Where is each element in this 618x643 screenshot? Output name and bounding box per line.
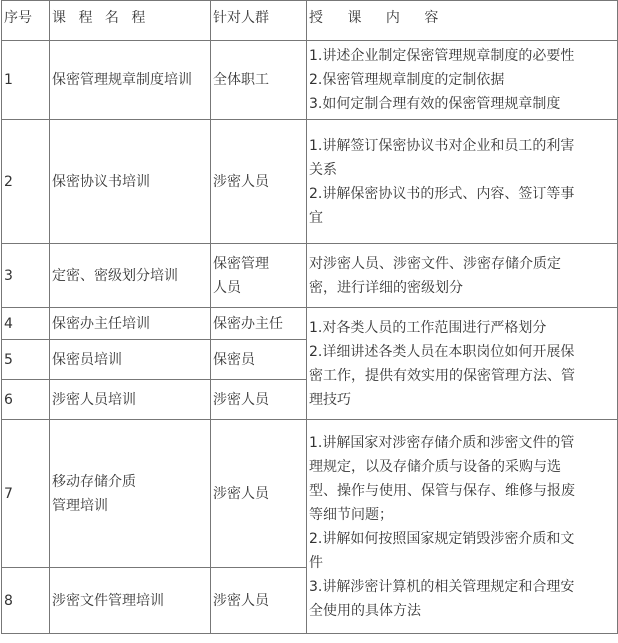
row-audience [211, 420, 307, 568]
course-line: 保密管理规章制度培训 [52, 72, 192, 88]
row-content-shared [307, 308, 618, 420]
table-row [2, 420, 618, 568]
content-line: 1.对各类人员的工作范围进行严格划分 [309, 319, 547, 336]
row-index: 1 [2, 41, 50, 120]
table-row [2, 244, 618, 308]
row-index: 4 [2, 308, 50, 340]
course-table [1, 0, 618, 634]
audience-line: 涉密人员 [213, 173, 269, 190]
table-row [2, 41, 618, 120]
row-course [50, 120, 211, 244]
row-course [50, 41, 211, 120]
row-audience [211, 308, 307, 340]
row-audience [211, 120, 307, 244]
row-index: 2 [2, 120, 50, 244]
audience-line: 保密办主任 [213, 315, 283, 332]
content-line: 理技巧 [309, 391, 351, 408]
row-content [307, 244, 618, 308]
row-index: 3 [2, 244, 50, 308]
content-line: 等细节问题； [309, 506, 393, 523]
course-line: 保密办主任培训 [52, 315, 150, 332]
content-line: 1.讲解国家对涉密存储介质和涉密文件的管 [309, 434, 575, 451]
table-row [2, 120, 618, 244]
audience-line: 涉密人员 [213, 391, 269, 408]
course-line: 定密、密级划分培训 [52, 267, 178, 284]
course-line: 涉密文件管理培训 [52, 592, 164, 609]
header-content: 授 课 内 容 [307, 1, 618, 41]
row-course [50, 380, 211, 420]
audience-line: 人员 [213, 279, 241, 296]
content-line: 1.讲述企业制定保密管理规章制度的必要性 [309, 48, 575, 64]
header-index: 序号 [2, 1, 50, 41]
audience-line: 保密管理 [213, 255, 269, 272]
content-line: 2.讲解保密协议书的形式、内容、签订等事 [309, 185, 575, 202]
content-line: 对涉密人员、涉密文件、涉密存储介质定 [309, 255, 561, 272]
content-line: 理规定，以及存储介质与设备的采购与选 [309, 458, 561, 475]
row-course [50, 308, 211, 340]
course-line: 涉密人员培训 [52, 391, 136, 408]
header-course: 课 程 名 程 [50, 1, 211, 41]
course-line: 保密协议书培训 [52, 173, 150, 190]
audience-line: 涉密人员 [213, 485, 269, 502]
content-line: 件 [309, 554, 323, 571]
row-course [50, 244, 211, 308]
header-audience: 针对人群 [211, 1, 307, 41]
row-audience [211, 568, 307, 634]
row-index: 5 [2, 340, 50, 380]
course-line: 移动存储介质 [52, 473, 136, 490]
audience-line: 涉密人员 [213, 592, 269, 609]
content-line: 3.讲解涉密计算机的相关管理规定和合理安 [309, 578, 575, 595]
row-audience [211, 380, 307, 420]
row-index: 8 [2, 568, 50, 634]
content-line: 关系 [309, 161, 337, 178]
row-index: 6 [2, 380, 50, 420]
content-line: 全使用的具体方法 [309, 602, 421, 619]
row-audience [211, 340, 307, 380]
audience-line: 保密员 [213, 351, 255, 368]
content-line: 密，进行详细的密级划分 [309, 279, 463, 296]
content-line: 密工作，提供有效实用的保密管理方法、管 [309, 367, 575, 384]
row-content [307, 41, 618, 120]
row-content-shared [307, 420, 618, 634]
content-line: 2.保密管理规章制度的定制依据 [309, 72, 505, 88]
row-course [50, 420, 211, 568]
row-course [50, 340, 211, 380]
course-line: 管理培训 [52, 497, 108, 514]
row-course [50, 568, 211, 634]
row-audience [211, 41, 307, 120]
content-line: 2.详细讲述各类人员在本职岗位如何开展保 [309, 343, 575, 360]
row-audience [211, 244, 307, 308]
content-line: 3.如何定制合理有效的保密管理规章制度 [309, 96, 561, 112]
row-content [307, 120, 618, 244]
course-line: 保密员培训 [52, 351, 122, 368]
content-line: 2.讲解如何按照国家规定销毁涉密介质和文 [309, 530, 575, 547]
row-index: 7 [2, 420, 50, 568]
content-line: 宜 [309, 209, 323, 226]
table-row [2, 308, 618, 340]
table-header-row [2, 1, 618, 41]
audience-line: 全体职工 [213, 72, 269, 88]
content-line: 型、操作与使用、保管与保存、维修与报废 [309, 482, 575, 499]
content-line: 1.讲解签订保密协议书对企业和员工的利害 [309, 137, 575, 154]
